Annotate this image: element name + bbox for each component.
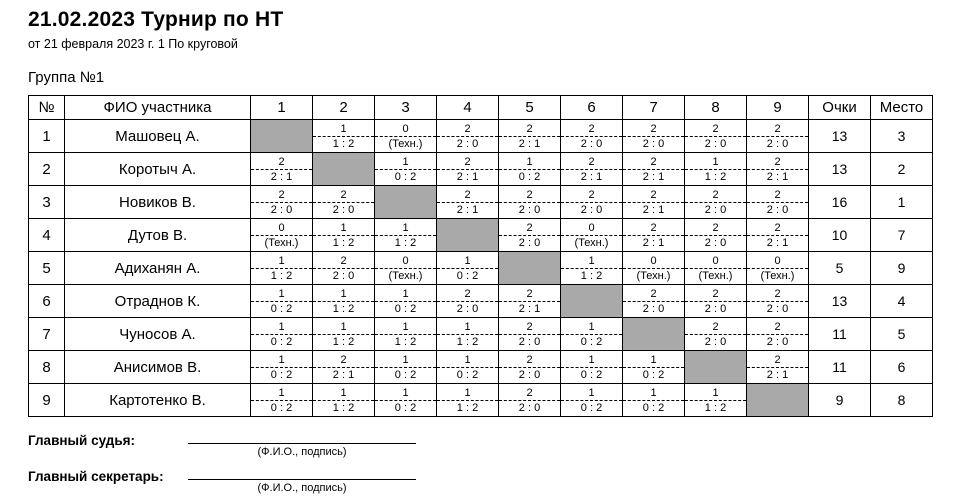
- match-score: (Техн.): [623, 268, 684, 284]
- match-result-cell: [437, 186, 499, 219]
- table-row: [29, 219, 933, 252]
- judge-signature-caption: (Ф.И.О., подпись): [257, 446, 347, 458]
- header-row: [29, 96, 933, 120]
- match-points: 1: [588, 254, 595, 267]
- match-score: 0 : 2: [375, 301, 436, 317]
- secretary-signature-line: [188, 467, 416, 480]
- match-points: 2: [650, 155, 657, 168]
- match-score: 0 : 2: [375, 400, 436, 416]
- match-result-cell: [561, 186, 623, 219]
- match-result-cell: [685, 186, 747, 219]
- match-result-cell: [685, 219, 747, 252]
- match-points: 1: [278, 320, 285, 333]
- match-points: 2: [526, 320, 533, 333]
- match-score: 2 : 1: [499, 301, 560, 317]
- points-total: 13: [809, 120, 871, 153]
- match-points: 2: [464, 287, 471, 300]
- match-result-cell: [251, 285, 313, 318]
- match-points: 1: [278, 386, 285, 399]
- match-points: 2: [774, 353, 781, 366]
- match-score: 2 : 0: [561, 202, 622, 218]
- match-score: 1 : 2: [375, 334, 436, 350]
- match-points: 0: [278, 221, 285, 234]
- match-score: 2 : 0: [499, 235, 560, 251]
- match-score: 0 : 2: [561, 367, 622, 383]
- table-row: [29, 384, 933, 417]
- match-score: 2 : 0: [437, 301, 498, 317]
- judge-signature-row: [28, 431, 957, 458]
- match-points: 2: [774, 221, 781, 234]
- match-result-cell: [251, 186, 313, 219]
- match-score: 2 : 0: [437, 136, 498, 152]
- match-points: 1: [464, 386, 471, 399]
- match-result-cell: [313, 252, 375, 285]
- match-score: 2 : 0: [747, 136, 808, 152]
- match-result-cell: [313, 285, 375, 318]
- match-points: 1: [464, 320, 471, 333]
- match-points: 1: [340, 386, 347, 399]
- table-row: [29, 351, 933, 384]
- match-points: 0: [774, 254, 781, 267]
- match-points: 1: [712, 155, 719, 168]
- match-points: 2: [712, 122, 719, 135]
- match-points: 0: [402, 254, 409, 267]
- match-score: 2 : 1: [437, 169, 498, 185]
- points-total: 11: [809, 318, 871, 351]
- match-points: 1: [588, 320, 595, 333]
- match-points: 2: [526, 287, 533, 300]
- match-score: 2 : 1: [623, 202, 684, 218]
- match-result-cell: [685, 318, 747, 351]
- participant-name: Адиханян А.: [65, 252, 251, 285]
- match-result-cell: [623, 351, 685, 384]
- match-score: (Техн.): [685, 268, 746, 284]
- match-points: 1: [402, 386, 409, 399]
- match-score: 2 : 0: [685, 301, 746, 317]
- self-match-cell: [251, 120, 313, 153]
- match-result-cell: [375, 120, 437, 153]
- row-number: 3: [29, 186, 65, 219]
- match-score: 2 : 0: [685, 235, 746, 251]
- match-points: 1: [340, 320, 347, 333]
- match-result-cell: [437, 384, 499, 417]
- match-score: 1 : 2: [437, 334, 498, 350]
- header-opponent-7: 7: [623, 96, 685, 120]
- match-score: 2 : 1: [623, 235, 684, 251]
- place: 1: [871, 186, 933, 219]
- match-score: 0 : 2: [561, 400, 622, 416]
- match-score: 2 : 1: [623, 169, 684, 185]
- points-total: 11: [809, 351, 871, 384]
- match-points: 2: [774, 320, 781, 333]
- match-score: 0 : 2: [251, 301, 312, 317]
- match-points: 1: [340, 287, 347, 300]
- match-result-cell: [747, 153, 809, 186]
- match-result-cell: [499, 384, 561, 417]
- match-result-cell: [251, 219, 313, 252]
- match-points: 1: [712, 386, 719, 399]
- secretary-signature-caption: (Ф.И.О., подпись): [257, 482, 347, 494]
- participant-name: Дутов В.: [65, 219, 251, 252]
- match-result-cell: [437, 120, 499, 153]
- match-score: 2 : 0: [499, 202, 560, 218]
- match-result-cell: [313, 219, 375, 252]
- self-match-cell: [623, 318, 685, 351]
- match-points: 2: [464, 155, 471, 168]
- header-opponent-2: 2: [313, 96, 375, 120]
- match-score: 0 : 2: [499, 169, 560, 185]
- match-result-cell: [313, 318, 375, 351]
- match-score: 2 : 0: [499, 334, 560, 350]
- match-score: 0 : 2: [251, 334, 312, 350]
- match-points: 2: [464, 122, 471, 135]
- match-score: 2 : 0: [499, 400, 560, 416]
- group-title: Группа №1: [28, 69, 105, 86]
- match-result-cell: [561, 318, 623, 351]
- match-points: 2: [650, 122, 657, 135]
- match-result-cell: [623, 219, 685, 252]
- match-score: 0 : 2: [623, 400, 684, 416]
- match-points: 2: [712, 221, 719, 234]
- match-score: 0 : 2: [375, 367, 436, 383]
- match-result-cell: [499, 318, 561, 351]
- header-opponent-8: 8: [685, 96, 747, 120]
- match-result-cell: [561, 351, 623, 384]
- match-score: 0 : 2: [251, 400, 312, 416]
- match-score: 1 : 2: [313, 136, 374, 152]
- row-number: 9: [29, 384, 65, 417]
- match-result-cell: [561, 384, 623, 417]
- match-points: 1: [278, 287, 285, 300]
- header-opponent-9: 9: [747, 96, 809, 120]
- match-score: 2 : 1: [747, 367, 808, 383]
- match-score: 1 : 2: [313, 334, 374, 350]
- signatures-footer: [28, 431, 957, 494]
- place: 3: [871, 120, 933, 153]
- match-score: 1 : 2: [437, 400, 498, 416]
- header-place: Место: [871, 96, 933, 120]
- match-result-cell: [375, 252, 437, 285]
- match-result-cell: [747, 318, 809, 351]
- match-points: 1: [402, 155, 409, 168]
- match-points: 1: [402, 353, 409, 366]
- match-result-cell: [437, 252, 499, 285]
- table-row: [29, 252, 933, 285]
- row-number: 1: [29, 120, 65, 153]
- row-number: 7: [29, 318, 65, 351]
- match-score: 1 : 2: [685, 169, 746, 185]
- match-result-cell: [623, 384, 685, 417]
- match-result-cell: [313, 186, 375, 219]
- points-total: 16: [809, 186, 871, 219]
- row-number: 5: [29, 252, 65, 285]
- table-row: [29, 120, 933, 153]
- self-match-cell: [747, 384, 809, 417]
- row-number: 2: [29, 153, 65, 186]
- self-match-cell: [685, 351, 747, 384]
- match-points: 1: [650, 353, 657, 366]
- match-result-cell: [375, 318, 437, 351]
- table-row: [29, 186, 933, 219]
- header-number: №: [29, 96, 65, 120]
- match-score: 1 : 2: [313, 301, 374, 317]
- match-result-cell: [747, 285, 809, 318]
- match-points: 2: [774, 188, 781, 201]
- match-score: 0 : 2: [437, 268, 498, 284]
- match-result-cell: [747, 351, 809, 384]
- match-points: 2: [774, 155, 781, 168]
- judge-signature-line: [188, 431, 416, 444]
- results-table: [28, 95, 933, 417]
- match-points: 2: [526, 353, 533, 366]
- match-result-cell: [623, 153, 685, 186]
- match-score: 2 : 1: [499, 136, 560, 152]
- match-points: 1: [340, 122, 347, 135]
- match-score: 2 : 0: [561, 136, 622, 152]
- match-result-cell: [685, 384, 747, 417]
- match-score: (Техн.): [375, 136, 436, 152]
- match-points: 2: [278, 188, 285, 201]
- row-number: 8: [29, 351, 65, 384]
- participant-name: Чуносов А.: [65, 318, 251, 351]
- match-score: 1 : 2: [685, 400, 746, 416]
- place: 2: [871, 153, 933, 186]
- table-row: [29, 318, 933, 351]
- points-total: 13: [809, 153, 871, 186]
- match-points: 2: [712, 188, 719, 201]
- participant-name: Новиков В.: [65, 186, 251, 219]
- match-points: 1: [278, 254, 285, 267]
- match-points: 2: [526, 122, 533, 135]
- match-result-cell: [747, 120, 809, 153]
- points-total: 9: [809, 384, 871, 417]
- match-points: 2: [712, 287, 719, 300]
- participant-name: Анисимов В.: [65, 351, 251, 384]
- match-points: 1: [278, 353, 285, 366]
- match-score: 1 : 2: [313, 400, 374, 416]
- page-title: 21.02.2023 Турнир по НТ: [28, 8, 284, 31]
- match-points: 1: [588, 353, 595, 366]
- header-opponent-1: 1: [251, 96, 313, 120]
- match-result-cell: [375, 384, 437, 417]
- match-result-cell: [375, 285, 437, 318]
- match-score: 2 : 0: [499, 367, 560, 383]
- match-points: 2: [340, 254, 347, 267]
- match-points: 1: [588, 386, 595, 399]
- match-points: 2: [650, 287, 657, 300]
- match-points: 0: [402, 122, 409, 135]
- match-score: 2 : 0: [747, 202, 808, 218]
- match-score: 2 : 0: [685, 136, 746, 152]
- match-result-cell: [499, 219, 561, 252]
- match-score: 2 : 0: [623, 136, 684, 152]
- match-result-cell: [499, 153, 561, 186]
- match-result-cell: [623, 285, 685, 318]
- match-result-cell: [251, 153, 313, 186]
- match-result-cell: [499, 120, 561, 153]
- match-result-cell: [251, 252, 313, 285]
- points-total: 13: [809, 285, 871, 318]
- match-score: 2 : 0: [685, 334, 746, 350]
- match-points: 2: [774, 287, 781, 300]
- match-result-cell: [685, 252, 747, 285]
- match-score: (Техн.): [375, 268, 436, 284]
- self-match-cell: [437, 219, 499, 252]
- table-row: [29, 285, 933, 318]
- match-result-cell: [561, 219, 623, 252]
- match-result-cell: [437, 351, 499, 384]
- match-score: 1 : 2: [561, 268, 622, 284]
- match-result-cell: [747, 252, 809, 285]
- secretary-signature-block: [188, 467, 416, 494]
- match-result-cell: [561, 153, 623, 186]
- header-participant: ФИО участника: [65, 96, 251, 120]
- match-score: 2 : 0: [313, 268, 374, 284]
- match-result-cell: [623, 120, 685, 153]
- match-result-cell: [561, 120, 623, 153]
- match-points: 2: [712, 320, 719, 333]
- secretary-signature-row: [28, 467, 957, 494]
- table-row: [29, 153, 933, 186]
- match-points: 2: [340, 353, 347, 366]
- match-points: 1: [650, 386, 657, 399]
- match-points: 0: [712, 254, 719, 267]
- match-result-cell: [685, 153, 747, 186]
- header-opponent-3: 3: [375, 96, 437, 120]
- match-score: 2 : 0: [623, 301, 684, 317]
- match-score: 2 : 0: [747, 334, 808, 350]
- match-score: 0 : 2: [437, 367, 498, 383]
- match-score: 2 : 1: [747, 235, 808, 251]
- match-result-cell: [375, 219, 437, 252]
- match-result-cell: [251, 351, 313, 384]
- match-result-cell: [313, 384, 375, 417]
- match-result-cell: [251, 318, 313, 351]
- judge-label: Главный судья:: [28, 433, 136, 448]
- match-result-cell: [747, 219, 809, 252]
- match-score: 1 : 2: [375, 235, 436, 251]
- match-score: 2 : 0: [747, 301, 808, 317]
- match-points: 0: [588, 221, 595, 234]
- match-score: 2 : 1: [747, 169, 808, 185]
- match-points: 2: [464, 188, 471, 201]
- match-points: 2: [526, 386, 533, 399]
- match-result-cell: [499, 351, 561, 384]
- row-number: 4: [29, 219, 65, 252]
- participant-name: Коротыч А.: [65, 153, 251, 186]
- match-points: 2: [650, 188, 657, 201]
- place: 5: [871, 318, 933, 351]
- participant-name: Картотенко В.: [65, 384, 251, 417]
- match-points: 1: [526, 155, 533, 168]
- match-score: (Техн.): [747, 268, 808, 284]
- place: 4: [871, 285, 933, 318]
- header-opponent-4: 4: [437, 96, 499, 120]
- match-result-cell: [375, 351, 437, 384]
- place: 7: [871, 219, 933, 252]
- match-result-cell: [561, 252, 623, 285]
- match-points: 2: [650, 221, 657, 234]
- place: 9: [871, 252, 933, 285]
- match-score: 0 : 2: [251, 367, 312, 383]
- points-total: 5: [809, 252, 871, 285]
- match-points: 1: [402, 320, 409, 333]
- match-score: 2 : 1: [251, 169, 312, 185]
- match-score: 2 : 0: [685, 202, 746, 218]
- self-match-cell: [375, 186, 437, 219]
- match-points: 1: [402, 221, 409, 234]
- header-opponent-6: 6: [561, 96, 623, 120]
- secretary-label: Главный секретарь:: [28, 469, 164, 484]
- match-score: 0 : 2: [561, 334, 622, 350]
- match-score: (Техн.): [561, 235, 622, 251]
- match-score: 0 : 2: [623, 367, 684, 383]
- page-subtitle: от 21 февраля 2023 г. 1 По круговой: [28, 37, 238, 51]
- match-score: 2 : 0: [313, 202, 374, 218]
- header-opponent-5: 5: [499, 96, 561, 120]
- match-score: 1 : 2: [251, 268, 312, 284]
- participant-name: Отраднов К.: [65, 285, 251, 318]
- match-points: 2: [774, 122, 781, 135]
- match-result-cell: [623, 186, 685, 219]
- match-score: 2 : 1: [313, 367, 374, 383]
- match-score: (Техн.): [251, 235, 312, 251]
- match-score: 1 : 2: [313, 235, 374, 251]
- match-result-cell: [499, 186, 561, 219]
- self-match-cell: [561, 285, 623, 318]
- match-result-cell: [623, 252, 685, 285]
- match-points: 2: [340, 188, 347, 201]
- match-result-cell: [437, 318, 499, 351]
- match-points: 2: [588, 122, 595, 135]
- self-match-cell: [313, 153, 375, 186]
- match-points: 2: [588, 155, 595, 168]
- match-points: 2: [526, 221, 533, 234]
- match-score: 2 : 1: [561, 169, 622, 185]
- match-points: 0: [650, 254, 657, 267]
- match-result-cell: [747, 186, 809, 219]
- match-result-cell: [375, 153, 437, 186]
- match-points: 2: [588, 188, 595, 201]
- place: 6: [871, 351, 933, 384]
- match-score: 0 : 2: [375, 169, 436, 185]
- points-total: 10: [809, 219, 871, 252]
- match-result-cell: [437, 153, 499, 186]
- header-points: Очки: [809, 96, 871, 120]
- match-points: 1: [464, 353, 471, 366]
- match-score: 2 : 1: [437, 202, 498, 218]
- match-points: 1: [340, 221, 347, 234]
- match-result-cell: [685, 285, 747, 318]
- match-result-cell: [313, 120, 375, 153]
- participant-name: Машовец А.: [65, 120, 251, 153]
- place: 8: [871, 384, 933, 417]
- self-match-cell: [499, 252, 561, 285]
- match-points: 1: [464, 254, 471, 267]
- match-result-cell: [499, 285, 561, 318]
- match-points: 2: [278, 155, 285, 168]
- match-points: 2: [526, 188, 533, 201]
- row-number: 6: [29, 285, 65, 318]
- match-score: 2 : 0: [251, 202, 312, 218]
- match-result-cell: [437, 285, 499, 318]
- match-result-cell: [251, 384, 313, 417]
- judge-signature-block: [188, 431, 416, 458]
- match-points: 1: [402, 287, 409, 300]
- match-result-cell: [313, 351, 375, 384]
- match-result-cell: [685, 120, 747, 153]
